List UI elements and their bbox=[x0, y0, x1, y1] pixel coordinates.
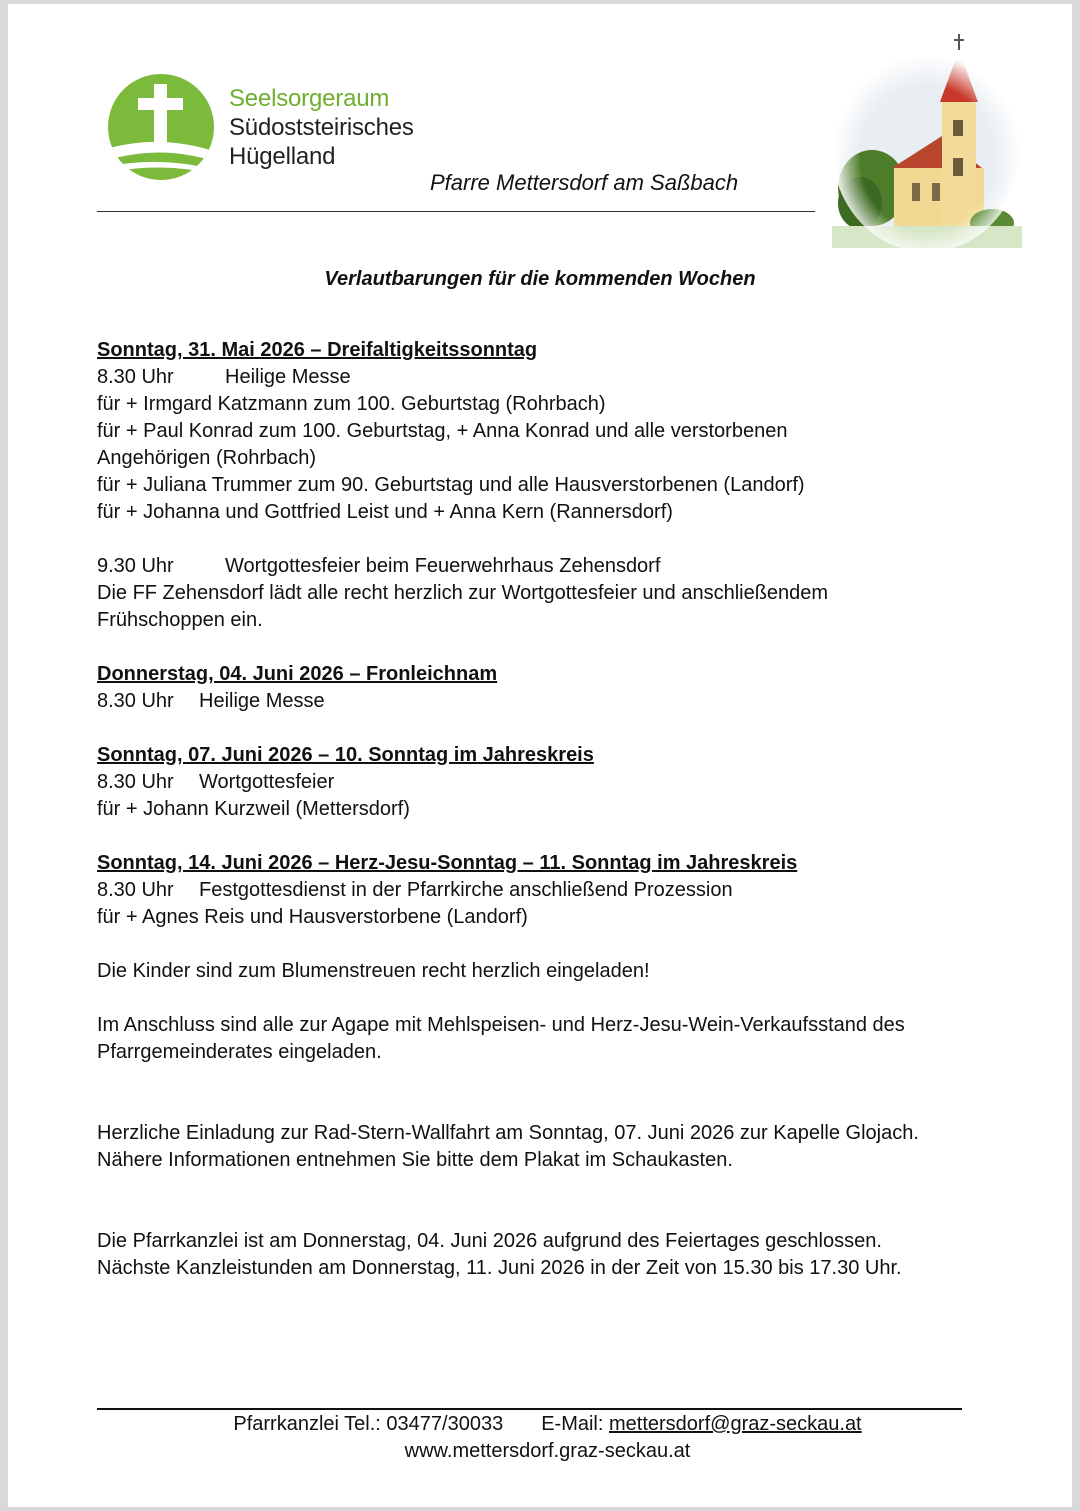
event-title: Wortgottesfeier beim Feuerwehrhaus Zehensdorf bbox=[225, 555, 661, 577]
page-title: Verlautbarungen für die kommenden Wochen bbox=[324, 268, 756, 290]
intention-line: Angehörigen (Rohrbach) bbox=[97, 447, 317, 469]
footer-phone: Pfarrkanzlei Tel.: 03477/30033 bbox=[233, 1413, 504, 1435]
header-divider bbox=[97, 211, 815, 212]
brand-line-1: Seelsorgeraum bbox=[229, 85, 390, 112]
brand-line-2: Südoststeirisches bbox=[229, 114, 414, 141]
footer-email-label: E-Mail: bbox=[541, 1413, 604, 1435]
event-line bbox=[97, 688, 997, 715]
event-title: Heilige Messe bbox=[199, 690, 325, 712]
intention-line: für + Johann Kurzweil (Mettersdorf) bbox=[97, 798, 410, 820]
intention-line: für + Juliana Trummer zum 90. Geburtstag und alle Hausverstorbenen (Landorf) bbox=[97, 474, 805, 496]
event-title: Festgottesdienst in der Pfarrkirche anschließend Prozession bbox=[199, 879, 733, 901]
brand-name bbox=[229, 84, 414, 171]
intention-line: für + Johanna und Gottfried Leist und + Anna Kern (Rannersdorf) bbox=[97, 501, 673, 523]
intention-line: für + Irmgard Katzmann zum 100. Geburtstag (Rohrbach) bbox=[97, 393, 606, 415]
intention-line: für + Paul Konrad zum 100. Geburtstag, + Anna Konrad und alle verstorbenen bbox=[97, 420, 788, 442]
event-time: 9.30 Uhr bbox=[97, 555, 174, 577]
section-heading: Sonntag, 14. Juni 2026 – Herz-Jesu-Sonntag – 11. Sonntag im Jahreskreis bbox=[97, 852, 798, 874]
event-title: Heilige Messe bbox=[225, 366, 351, 388]
footer-contact bbox=[0, 1411, 1080, 1438]
event-time: 8.30 Uhr bbox=[97, 771, 174, 793]
footer-divider bbox=[97, 1408, 962, 1410]
note-wallfahrt: Herzliche Einladung zur Rad-Stern-Wallfahrt am Sonntag, 07. Juni 2026 zur Kapelle Glojach. bbox=[97, 1122, 919, 1144]
event-title: Wortgottesfeier bbox=[199, 771, 335, 793]
note-kanzlei: Die Pfarrkanzlei ist am Donnerstag, 04. Juni 2026 aufgrund des Feiertages geschlossen. bbox=[97, 1230, 882, 1252]
footer-email-link[interactable]: mettersdorf@graz-seckau.at bbox=[609, 1413, 862, 1435]
note-wallfahrt: Nähere Informationen entnehmen Sie bitte dem Plakat im Schaukasten. bbox=[97, 1149, 733, 1171]
note-agape: Pfarrgemeinderates eingeladen. bbox=[97, 1041, 382, 1063]
event-line bbox=[97, 877, 997, 904]
section-heading: Donnerstag, 04. Juni 2026 – Fronleichnam bbox=[97, 663, 498, 685]
note-kanzlei: Nächste Kanzleistunden am Donnerstag, 11. Juni 2026 in der Zeit von 15.30 bis 17.30 Uhr. bbox=[97, 1257, 902, 1279]
event-time: 8.30 Uhr bbox=[97, 879, 174, 901]
cross-in-circle-icon bbox=[102, 72, 220, 182]
note-kinder: Die Kinder sind zum Blumenstreuen recht herzlich eingeladen! bbox=[97, 960, 650, 982]
section-heading: Sonntag, 07. Juni 2026 – 10. Sonntag im Jahreskreis bbox=[97, 744, 594, 766]
info-line: Die FF Zehensdorf lädt alle recht herzlich zur Wortgottesfeier und anschließendem bbox=[97, 582, 829, 604]
section-heading: Sonntag, 31. Mai 2026 – Dreifaltigkeitssonntag bbox=[97, 339, 538, 361]
event-time: 8.30 Uhr bbox=[97, 690, 174, 712]
info-line: Frühschoppen ein. bbox=[97, 609, 263, 631]
church-illustration bbox=[832, 28, 1022, 248]
event-line bbox=[97, 553, 997, 580]
event-line bbox=[97, 364, 997, 391]
footer bbox=[0, 1411, 1080, 1465]
event-line bbox=[97, 769, 997, 796]
parish-name: Pfarre Mettersdorf am Saßbach bbox=[430, 170, 739, 195]
note-agape: Im Anschluss sind alle zur Agape mit Mehlspeisen- und Herz-Jesu-Wein-Verkaufsstand des bbox=[97, 1014, 905, 1036]
brand-line-3: Hügelland bbox=[229, 143, 336, 170]
event-time: 8.30 Uhr bbox=[97, 366, 174, 388]
announcements bbox=[97, 337, 997, 1282]
intention-line: für + Agnes Reis und Hausverstorbene (Landorf) bbox=[97, 906, 528, 928]
footer-website[interactable]: www.mettersdorf.graz-seckau.at bbox=[404, 1440, 691, 1462]
